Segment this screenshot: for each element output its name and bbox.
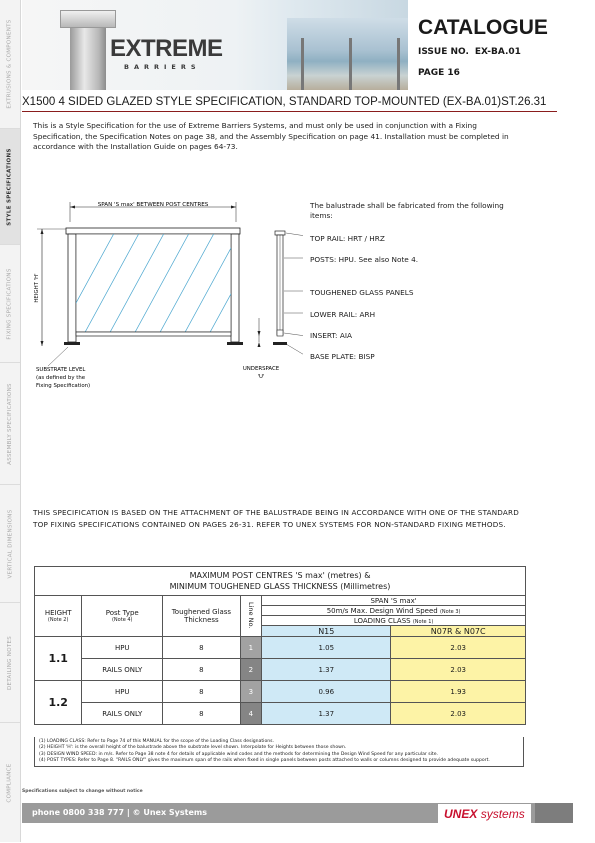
sidebar-tab-label: VERTICAL DIMENSIONS <box>7 509 13 579</box>
unex-systems-logo: UNEX systems <box>438 804 531 824</box>
material-insert: INSERT: AIA <box>310 331 352 340</box>
table-row <box>35 659 526 681</box>
sidebar-tab-vertical-dimensions[interactable] <box>0 484 20 603</box>
intro-paragraph: This is a Style Specification for the use of Extreme Barriers Systems, and must only be used in conjunction with a Fixing Specification, the Specification Notes on page 38, and the Assembly Specification on page 41. Installation must be completed in accordance with the Installation Guide on pages 64-73. <box>33 121 509 152</box>
table-caption: MAXIMUM POST CENTRES 'S max' (metres) & MINIMUM TOUGHENED GLASS THICKNESS (Millimetres) <box>35 567 526 596</box>
specification-title: X1500 4 SIDED GLAZED STYLE SPECIFICATION, STANDARD TOP-MOUNTED (EX-BA.01)ST.26.31 <box>22 96 557 112</box>
post-type-column-header: Post Type (Note 4) <box>82 596 163 637</box>
sidebar-tab-style-specifications[interactable] <box>0 128 20 245</box>
footnote: (3) DESIGN WIND SPEED: in m/s. Refer to Page 38 note 4 for details of applicable wind codes and the methods for determining the Design Wind Speed for any particular site. <box>39 751 439 757</box>
sidebar-tab-detailing-notes[interactable] <box>0 602 20 723</box>
wind-speed-header: 50m/s Max. Design Wind Speed (Note 3) <box>262 606 526 616</box>
line-cell: 1 <box>240 637 262 659</box>
n07-cell: 2.03 <box>391 703 526 725</box>
height-cell: 1.1 <box>35 637 82 681</box>
table-row <box>35 681 526 703</box>
post-type-cell: HPU <box>82 681 163 703</box>
fixing-specification-note: THIS SPECIFICATION IS BASED ON THE ATTACHMENT OF THE BALUSTRADE BEING IN ACCORDANCE WITH ONE OF THE STANDARD TOP FIXING SPECIFICATIONS CONTAINED ON PAGES 26-31. REFER TO UNEX SYSTEMS FOR NON-STANDARD FIXING METHODS. <box>33 508 519 529</box>
footnote: (2) HEIGHT 'H': is the overall height of the balustrade above the substrate level shown. Interpolate for Heights between those shown. <box>39 745 347 751</box>
height-column-header: HEIGHT (Note 2) <box>35 596 82 637</box>
glass-cell: 8 <box>163 659 241 681</box>
substrate-label-3: Fixing Specification) <box>36 383 91 389</box>
glass-cell: 8 <box>163 703 241 725</box>
table-row <box>35 637 526 659</box>
line-cell: 4 <box>240 703 262 725</box>
height-cell: 1.2 <box>35 681 82 725</box>
table-row <box>35 703 526 725</box>
table-footnotes <box>34 737 524 767</box>
post-cap-photo <box>60 10 116 28</box>
glass-cell: 8 <box>163 681 241 703</box>
substrate-label: SUBSTRATE LEVEL <box>36 367 86 373</box>
n15-cell: 1.05 <box>262 637 391 659</box>
substrate-label-2: (as defined by the <box>36 375 86 381</box>
footer-contact: phone 0800 338 777 | © Unex Systems <box>32 808 207 817</box>
sidebar-tab-extrusions[interactable] <box>0 0 20 128</box>
n07-cell: 2.03 <box>391 637 526 659</box>
material-lower-rail: LOWER RAIL: ARH <box>310 310 376 319</box>
catalogue-title: CATALOGUE <box>418 16 548 39</box>
balustrade-elevation-diagram <box>28 196 303 396</box>
n15-cell: 0.96 <box>262 681 391 703</box>
post-centres-table <box>34 566 526 725</box>
sidebar-tab-label: EXTRUSIONS & COMPONENTS <box>7 19 14 109</box>
line-cell: 2 <box>240 659 262 681</box>
n15-cell: 1.37 <box>262 659 391 681</box>
post-type-cell: HPU <box>82 637 163 659</box>
glass-cell: 8 <box>163 637 241 659</box>
sidebar-tab-label: DETAILING NOTES <box>7 635 14 691</box>
footer-block <box>535 803 573 823</box>
sidebar-tab-label: ASSEMBLY SPECIFICATIONS <box>7 383 14 465</box>
page-number: PAGE 16 <box>418 68 460 78</box>
line-number-column-header: Line No. <box>240 596 262 637</box>
n07-cell: 2.03 <box>391 659 526 681</box>
footnote: (4) POST TYPES: Refer to Page 8. "RAILS ONLY" gives the maximum span of the rails when fixed in single panels between posts attached to walls or columns designed to provide adequate support. <box>39 757 490 763</box>
post-type-cell: RAILS ONLY <box>82 659 163 681</box>
sidebar-tab-label: STYLE SPECIFICATIONS <box>7 148 14 226</box>
span-label: SPAN 'S max' BETWEEN POST CENTRES <box>97 202 209 208</box>
sidebar-tab-label: COMPLIANCE <box>7 763 13 803</box>
underspace-label: UNDERSPACE <box>242 366 280 372</box>
line-cell: 3 <box>240 681 262 703</box>
extreme-barriers-logo: EXTREME BARRIERS <box>110 35 223 71</box>
sidebar-tab-assembly-specifications[interactable] <box>0 362 20 485</box>
header-banner-image <box>22 0 408 90</box>
issue-number: ISSUE NO. EX-BA.01 <box>418 47 521 57</box>
sidebar-tab-fixing-specifications[interactable] <box>0 244 20 363</box>
post-type-cell: RAILS ONLY <box>82 703 163 725</box>
n15-cell: 1.37 <box>262 703 391 725</box>
class-n07-header: N07R & N07C <box>391 626 526 637</box>
n07-cell: 1.93 <box>391 681 526 703</box>
material-top-rail: TOP RAIL: HRT / HRZ <box>310 234 385 243</box>
loading-class-header: LOADING CLASS (Note 1) <box>262 616 526 626</box>
height-label: HEIGHT 'H' <box>34 273 40 303</box>
balustrade-photo <box>287 18 408 90</box>
change-notice: Specifications subject to change without notice <box>22 789 143 794</box>
sidebar-tab-label: FIXING SPECIFICATIONS <box>7 268 14 340</box>
sidebar <box>0 0 21 842</box>
footnote: (1) LOADING CLASS: Refer to Page 74 of this MANUAL for the scope of the Loading Class designations. <box>39 739 275 744</box>
sidebar-tab-compliance[interactable] <box>0 722 20 843</box>
class-n15-header: N15 <box>262 626 391 637</box>
underspace-label-2: 'U' <box>257 374 265 380</box>
material-glass-panels: TOUGHENED GLASS PANELS <box>310 288 414 297</box>
material-base-plate: BASE PLATE: BISP <box>310 352 375 361</box>
span-header: SPAN 'S max' <box>262 596 526 606</box>
glass-thickness-column-header: Toughened Glass Thickness <box>163 596 241 637</box>
material-posts: POSTS: HPU. See also Note 4. <box>310 255 419 264</box>
materials-intro: The balustrade shall be fabricated from the following items: <box>310 201 504 220</box>
